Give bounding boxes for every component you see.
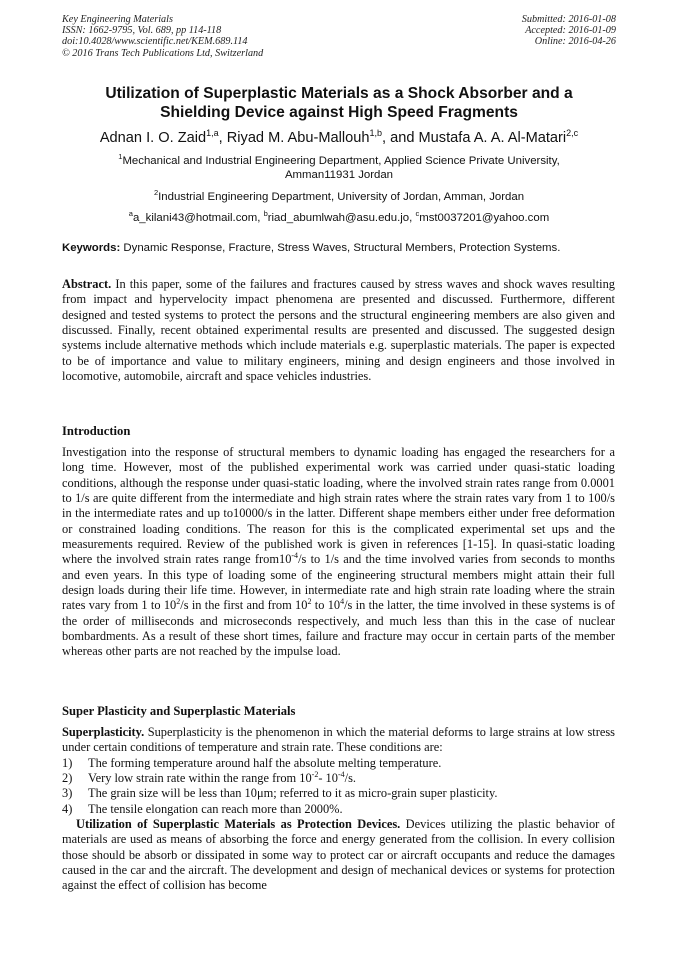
intro-sup-3: 2 [307, 597, 312, 607]
affiliation-2 [40, 186, 638, 204]
intro-sup-4: 4 [340, 597, 345, 607]
condition-number: 4) [62, 801, 73, 816]
intro-sup-1: -4 [291, 551, 299, 561]
abstract [62, 277, 615, 384]
email-c: mst0037201@yahoo.com [419, 211, 550, 224]
condition-item-2 [62, 771, 615, 786]
condition-number: 1) [62, 755, 73, 770]
author-list [30, 124, 648, 147]
keywords [62, 241, 622, 255]
doi-line: doi:10.4028/www.scientific.net/KEM.689.114 [62, 36, 248, 48]
submitted-date: Submitted: 2016-01-08 [521, 14, 616, 25]
superplasticity-section [62, 725, 615, 894]
condition-sup-b: -4 [337, 769, 345, 779]
condition-item-1 [62, 756, 615, 771]
affiliation-1-line-1: Mechanical and Industrial Engineering Department, Applied Science Private University, [122, 154, 560, 167]
keywords-text: Dynamic Response, Fracture, Stress Waves, Structural Members, Protection Systems. [120, 242, 561, 254]
email-c-marker: c [415, 209, 420, 218]
condition-text: The grain size will be less than 10μm; referred to it as micro-grain super plasticity. [88, 786, 498, 801]
journal-name: Key Engineering Materials [62, 14, 173, 25]
email-b: riad_abumlwah@asu.edu.jo, [267, 211, 416, 224]
author-2-affil: 1,b [369, 128, 383, 138]
superplasticity-definition [62, 725, 615, 756]
condition-text-a: Very low strain rate within the range from 10 [88, 771, 312, 786]
condition-number: 3) [62, 786, 73, 801]
utilization-paragraph [62, 817, 615, 894]
superplasticity-def-text: Superplasticity is the phenomenon in which the material deforms to large strains at low stress under certain conditions of temperature and strain rate. These conditions are: [62, 725, 615, 755]
superplasticity-label: Superplasticity. [62, 725, 145, 739]
email-list [40, 207, 638, 225]
condition-text-c: /s. [344, 771, 356, 786]
keywords-label: Keywords: [62, 242, 121, 254]
utilization-label: Utilization of Superplastic Materials as Protection Devices. [76, 817, 401, 832]
issn-line: ISSN: 1662-9795, Vol. 689, pp 114-118 [62, 25, 222, 37]
intro-text-1: Investigation into the response of structural members to dynamic loading has engaged the researchers for a long time. However, most of the published experimental work was carried under quasi-static loading conditions, although the response under quasi-static loading, where the involved strain rates range from 0.0001 to 1/s are quite different from the intermediate and high strain rates where the strain rates vary from 1 to 100/s in the intermediate rates and up to10000/s in the latter. Different shape members either under free deformation or constrained loading conditions. The reason for this is the complicated experimental set ups and the measurements required. Review of the published work is given in references [1-15]. In quasi-static loading where the involved strain rates range from10 [62, 445, 615, 567]
condition-text-b: - 10 [318, 771, 338, 786]
email-b-marker: b [263, 209, 268, 218]
condition-text [88, 771, 356, 786]
copyright-line: © 2016 Trans Tech Publications Ltd, Switzerland [62, 47, 264, 59]
affiliation-1-line-2: Amman11931 Jordan [284, 169, 394, 182]
condition-sup-a: -2 [311, 769, 319, 779]
online-date: Online: 2016-04-26 [534, 36, 616, 48]
affiliation-2-line-1: Industrial Engineering Department, University of Jordan, Amman, Jordan [158, 190, 525, 203]
affiliation-1-marker: 1 [118, 152, 123, 161]
author-2: , Riyad M. Abu-Mallouh [218, 129, 370, 146]
author-3-affil: 2,c [566, 128, 579, 138]
accepted-date: Accepted: 2016-01-09 [525, 25, 616, 37]
email-a: a_kilani43@hotmail.com, [132, 211, 264, 224]
affiliation-2-marker: 2 [153, 188, 159, 197]
paper-title [40, 84, 638, 122]
journal-header-right [522, 14, 616, 48]
title-line-1: Utilization of Superplastic Materials as a Shock Absorber and a [105, 85, 573, 102]
intro-sup-2: 2 [176, 597, 181, 607]
utilization-text: Devices utilizing the plastic behavior of materials are used as means of absorbing the force and energy generated from the collision. In every collision those should be absorb or dissipated in some way to protect car or aircraft occupants and reduce the damages caused in the car and the aircraft. The development and design of mechanical devices or systems for protection against the effect of collision has become [62, 817, 615, 893]
condition-item-3 [62, 786, 615, 801]
author-3: , and Mustafa A. A. Al-Matari [382, 129, 567, 146]
abstract-text: In this paper, some of the failures and fractures caused by stress waves and shock waves resulting from impact and hypervelocity impact phenomena are presented and discussed. Furthermore, different designed and tested systems to protect the persons and the structural engineering members are also given and discussed. Finally, recent obtained experimental results are presented and discussed. The suggested design systems include alternative methods which include materials e.g. superplastic materials. The paper is expected to be of importance and value to military engineers, mining and design engineers and those involved in locomotive, automobile, aircraft and space vehicles industries. [62, 277, 615, 384]
author-1: Adnan I. O. Zaid [99, 129, 207, 146]
condition-text: The tensile elongation can reach more than 2000%. [88, 801, 343, 816]
introduction-heading: Introduction [62, 424, 131, 438]
condition-item-4 [62, 802, 615, 817]
intro-text-3: /s in the first and from 10 [180, 598, 308, 613]
abstract-label: Abstract. [62, 277, 112, 291]
condition-text: The forming temperature around half the absolute melting temperature. [88, 755, 442, 770]
author-1-affil: 1,a [206, 128, 219, 138]
intro-text-5: /s in the latter, the time involved in these systems is of the order of milliseconds and microseconds respectively, and much less than this in the case of nuclear bombardments. As a result of these short times, failure and fracture may occur in certain parts of the member whereas other parts are not reached by the impulse load. [62, 598, 615, 659]
intro-text-2: /s to 1/s and the time involved varies from seconds to months and even years. In this type of loading some of the engineering structural members might attain their full design loads during their life time. However, in intermediate rate and high strain rate loading where the strain rates vary from 1 to 10 [62, 552, 615, 613]
superplasticity-heading: Super Plasticity and Superplastic Materials [62, 704, 296, 718]
affiliation-1 [40, 150, 638, 183]
email-a-marker: a [128, 209, 133, 218]
journal-header-left [62, 14, 263, 59]
intro-text-4: to 10 [311, 598, 341, 613]
introduction-paragraph [62, 445, 615, 660]
condition-number: 2) [62, 771, 73, 786]
title-line-2: Shielding Device against High Speed Fragments [160, 104, 518, 121]
